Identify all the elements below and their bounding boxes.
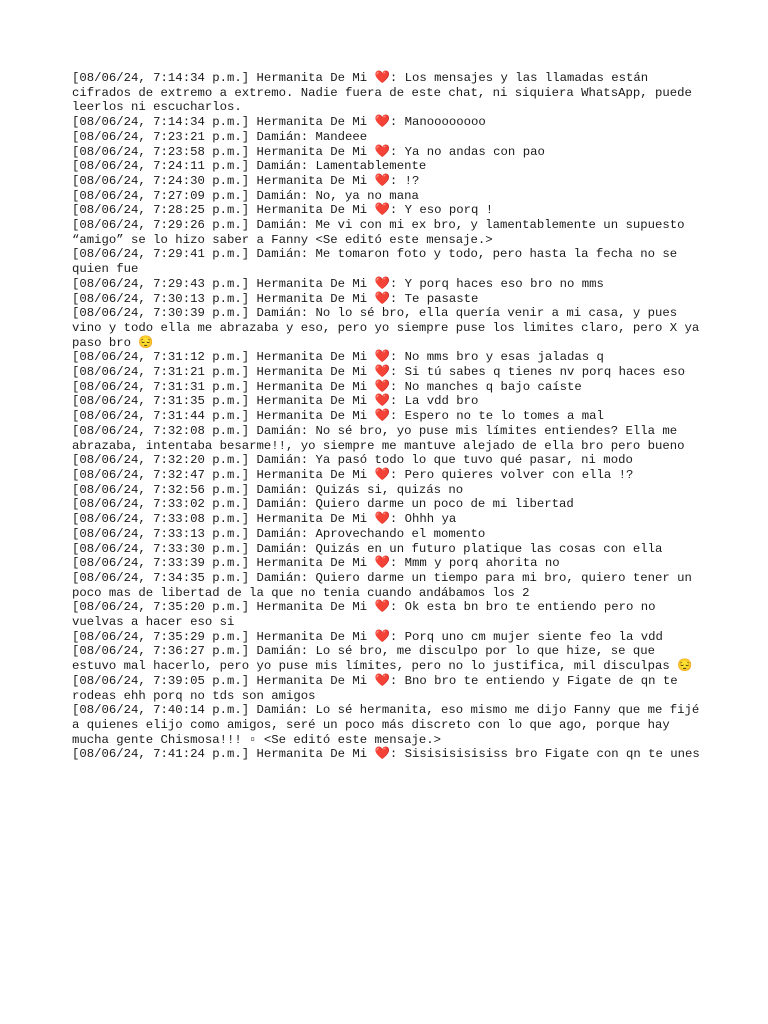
chat-message: [08/06/24, 7:32:47 p.m.] Hermanita De Mi ❤️: Pero quieres volver con ella !? [72, 467, 634, 482]
chat-message: [08/06/24, 7:24:30 p.m.] Hermanita De Mi ❤️: !? [72, 173, 420, 188]
chat-message: [08/06/24, 7:14:34 p.m.] Hermanita De Mi ❤️: Los mensajes y las llamadas están cifrados de extremo a extremo. Nadie fuera de este chat, ni siquiera WhatsApp, puede leerlos ni escucharlos. [72, 71, 700, 115]
chat-message: [08/06/24, 7:35:20 p.m.] Hermanita De Mi ❤️: Ok esta bn bro te entiendo pero no vuelvas a hacer eso si [72, 600, 663, 630]
chat-message: [08/06/24, 7:24:11 p.m.] Damián: Lamentablemente [72, 159, 427, 174]
chat-message: [08/06/24, 7:30:13 p.m.] Hermanita De Mi ❤️: Te pasaste [72, 291, 479, 306]
chat-message: [08/06/24, 7:31:21 p.m.] Hermanita De Mi ❤️: Si tú sabes q tienes nv porq haces eso [72, 365, 686, 380]
chat-message: [08/06/24, 7:32:56 p.m.] Damián: Quizás si, quizás no [72, 482, 464, 497]
chat-message: [08/06/24, 7:29:41 p.m.] Damián: Me tomaron foto y todo, pero hasta la fecha no se quien fue [72, 247, 685, 277]
chat-message: [08/06/24, 7:33:13 p.m.] Damián: Aprovechando el momento [72, 526, 486, 541]
chat-message: [08/06/24, 7:36:27 p.m.] Damián: Lo sé bro, me disculpo por lo que hize, se que estuvo mal hacerlo, pero yo puse mis límites, pero no lo justifica, mil disculpas 😔 [72, 644, 693, 674]
chat-message: [08/06/24, 7:28:25 p.m.] Hermanita De Mi ❤️: Y eso porq ! [72, 203, 494, 218]
chat-message: [08/06/24, 7:34:35 p.m.] Damián: Quiero darme un tiempo para mi bro, quiero tener un poco mas de libertad de la que no tenia cuando andábamos los 2 [72, 570, 700, 600]
chat-message: [08/06/24, 7:30:39 p.m.] Damián: No lo sé bro, ella quería venir a mi casa, y pues vino y todo ella me abrazaba y eso, pero yo siempre puse los limites claro, pero X ya paso bro 😔 [72, 306, 707, 350]
chat-message: [08/06/24, 7:27:09 p.m.] Damián: No, ya no mana [72, 188, 419, 203]
chat-message: [08/06/24, 7:14:34 p.m.] Hermanita De Mi ❤️: Manoooooooo [72, 115, 486, 130]
chat-message: [08/06/24, 7:32:08 p.m.] Damián: No sé bro, yo puse mis límites entiendes? Ella me abrazaba, intentaba besarme!!, yo siempre me mantuve alejado de ella bro pero bueno [72, 423, 685, 453]
chat-message: [08/06/24, 7:31:35 p.m.] Hermanita De Mi ❤️: La vdd bro [72, 394, 479, 409]
chat-message: [08/06/24, 7:33:02 p.m.] Damián: Quiero darme un poco de mi libertad [72, 497, 574, 512]
chat-transcript [72, 71, 707, 762]
chat-message: [08/06/24, 7:31:44 p.m.] Hermanita De Mi ❤️: Espero no te lo tomes a mal [72, 409, 604, 424]
chat-message: [08/06/24, 7:32:20 p.m.] Damián: Ya pasó todo lo que tuvo qué pasar, ni modo [72, 453, 633, 468]
chat-message: [08/06/24, 7:33:39 p.m.] Hermanita De Mi ❤️: Mmm y porq ahorita no [72, 556, 560, 571]
chat-message: [08/06/24, 7:31:31 p.m.] Hermanita De Mi ❤️: No manches q bajo caíste [72, 379, 582, 394]
chat-message: [08/06/24, 7:33:08 p.m.] Hermanita De Mi ❤️: Ohhh ya [72, 512, 457, 527]
chat-message: [08/06/24, 7:29:43 p.m.] Hermanita De Mi ❤️: Y porq haces eso bro no mms [72, 276, 604, 291]
chat-message: [08/06/24, 7:23:58 p.m.] Hermanita De Mi ❤️: Ya no andas con pao [72, 144, 545, 159]
chat-message: [08/06/24, 7:41:24 p.m.] Hermanita De Mi ❤️: Sisisisisisiss bro Figate con qn te unes [72, 747, 700, 762]
chat-message: [08/06/24, 7:29:26 p.m.] Damián: Me vi con mi ex bro, y lamentablemente un supuesto “amigo” se lo hizo saber a Fanny <Se editó este mensaje.> [72, 218, 692, 247]
chat-message: [08/06/24, 7:40:14 p.m.] Damián: Lo sé hermanita, eso mismo me dijo Fanny que me fijé a quienes elijo como amigos, seré un poco más discreto con lo que ago, porque hay mucha gente Chismosa!!! ▫ <Se editó este mensaje.> [72, 703, 707, 747]
chat-message: [08/06/24, 7:23:21 p.m.] Damián: Mandeee [72, 129, 368, 144]
chat-message: [08/06/24, 7:31:12 p.m.] Hermanita De Mi ❤️: No mms bro y esas jaladas q [72, 350, 604, 365]
chat-message: [08/06/24, 7:35:29 p.m.] Hermanita De Mi ❤️: Porq uno cm mujer siente feo la vdd [72, 629, 663, 644]
chat-message: [08/06/24, 7:39:05 p.m.] Hermanita De Mi ❤️: Bno bro te entiendo y Figate de qn te rodeas ehh porq no tds son amigos [72, 673, 686, 703]
chat-message: [08/06/24, 7:33:30 p.m.] Damián: Quizás en un futuro platique las cosas con ella [72, 541, 663, 556]
